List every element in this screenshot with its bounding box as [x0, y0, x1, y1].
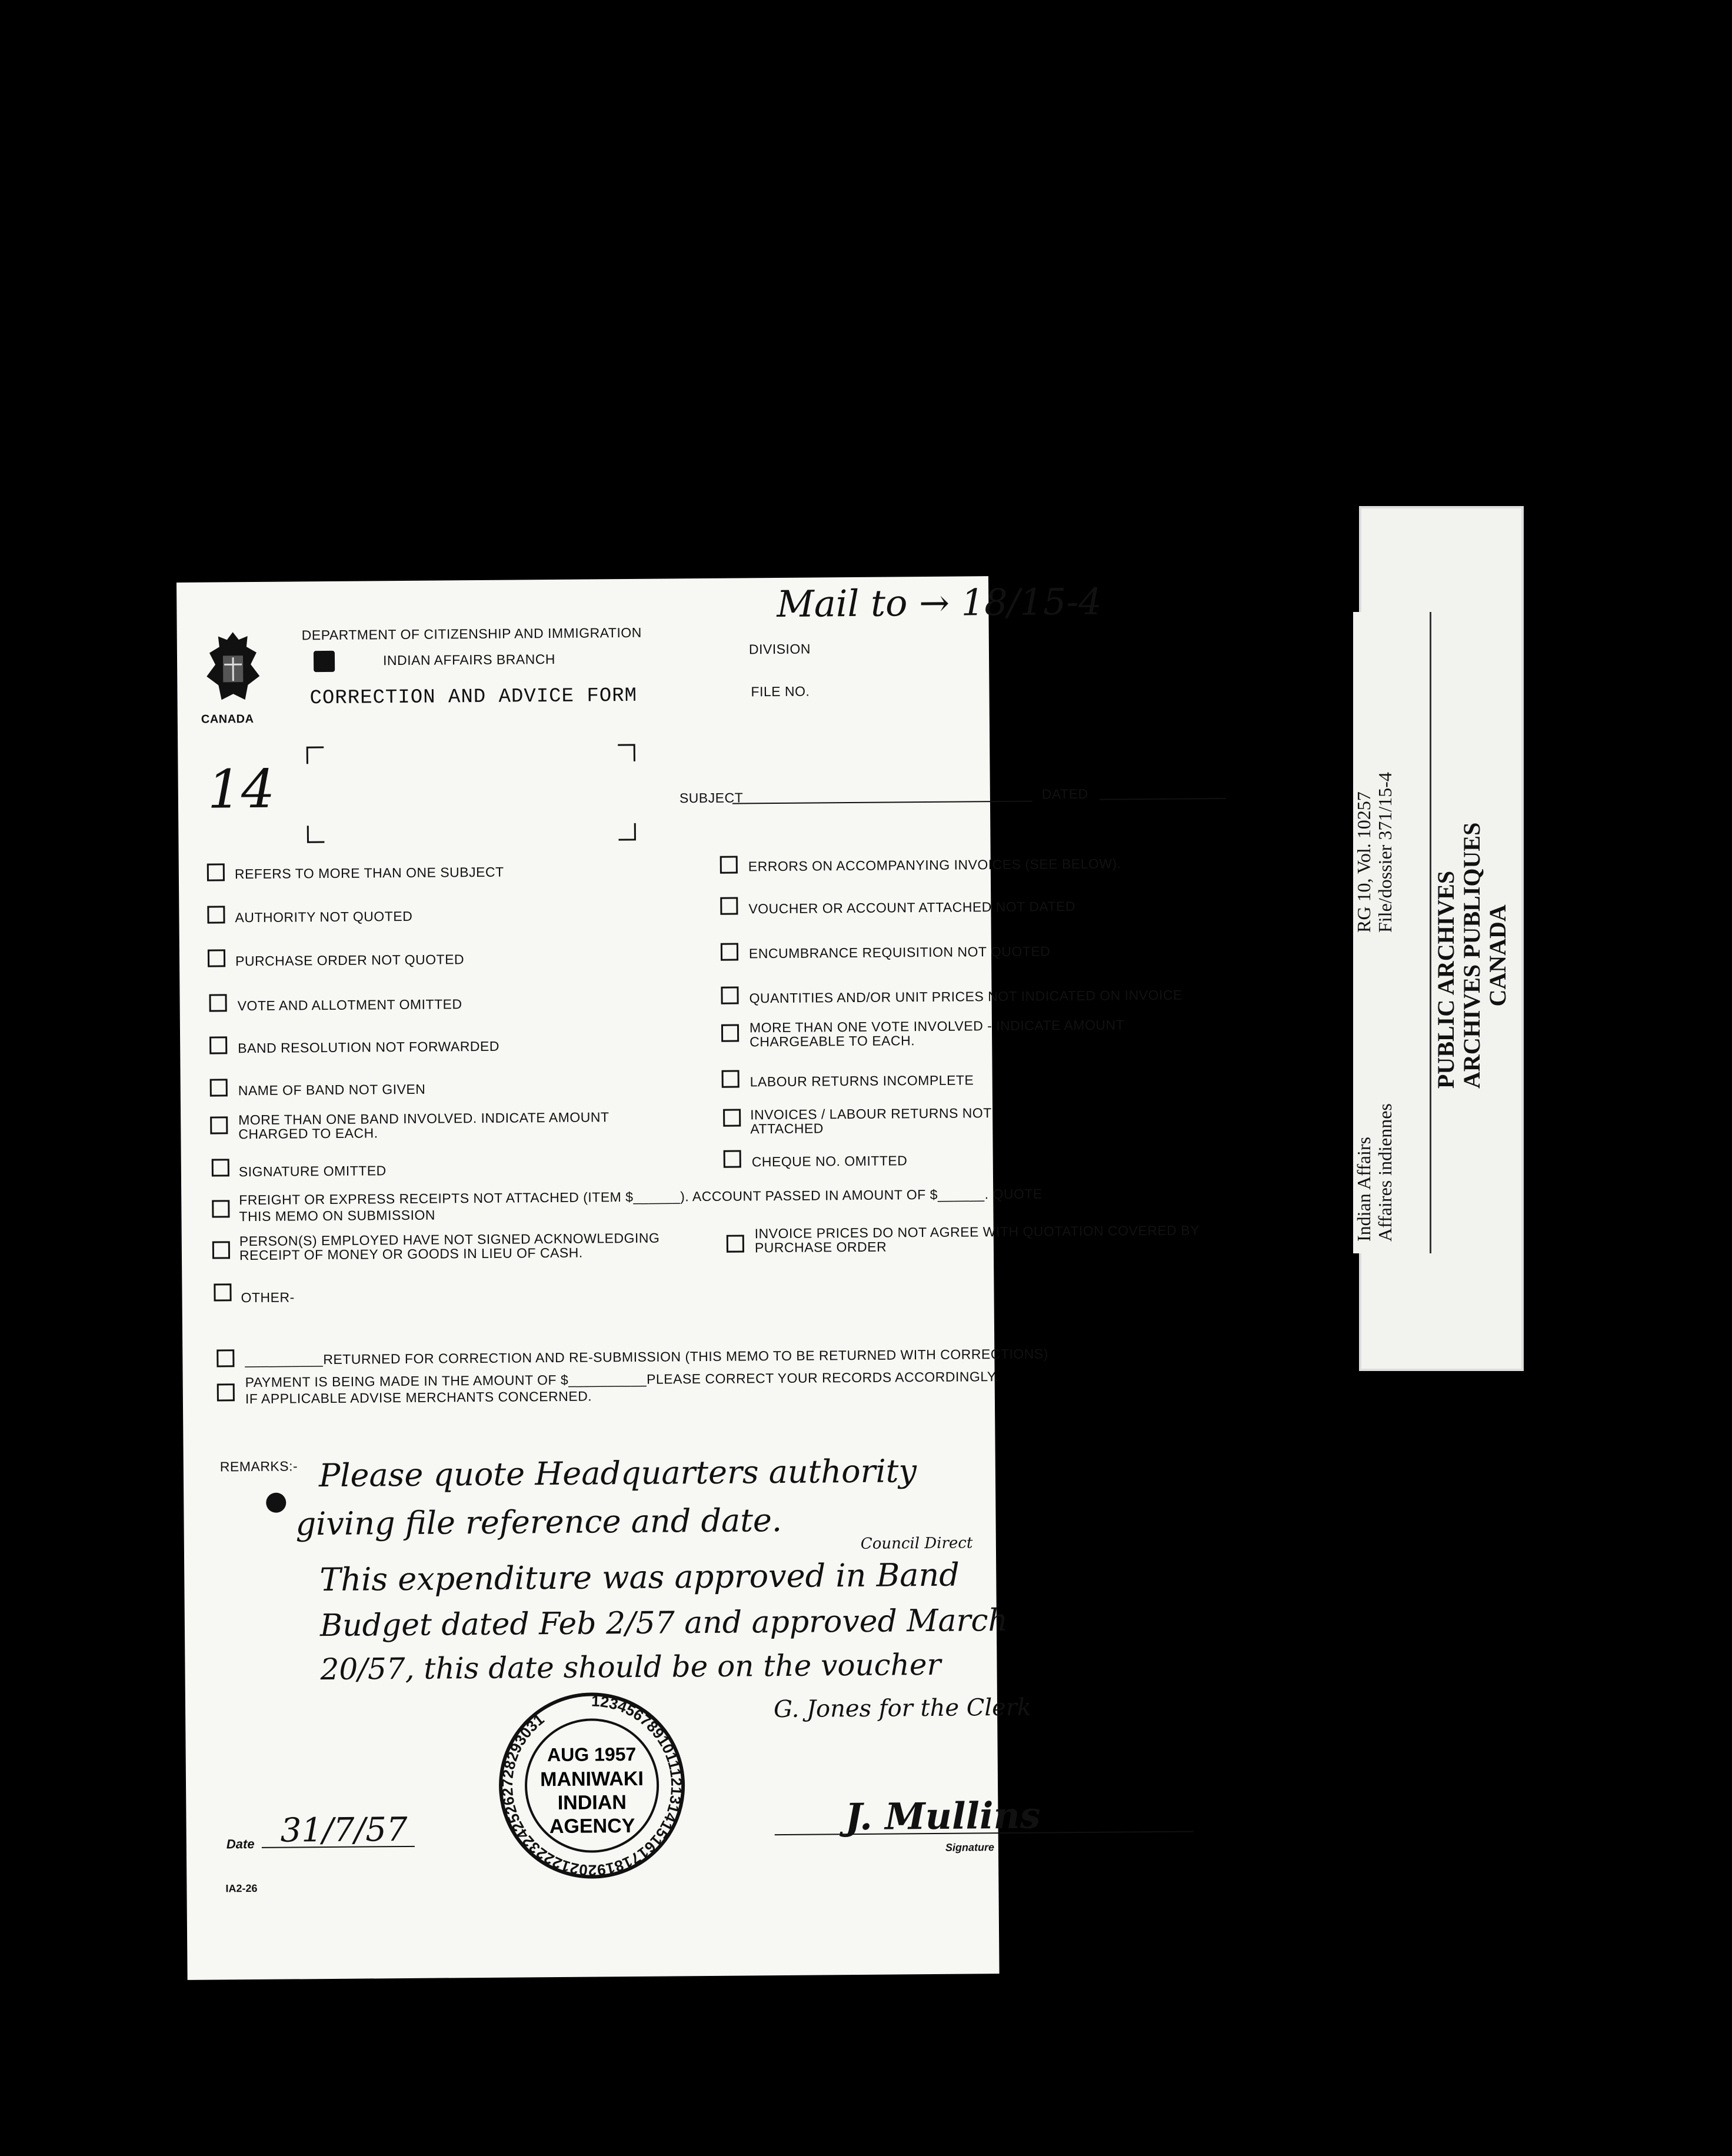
- punch-hole: [266, 1493, 286, 1513]
- checkbox-name-of-band[interactable]: [210, 1079, 228, 1096]
- payment-text: PAYMENT IS BEING MADE IN THE AMOUNT OF $__________PLEASE CORRECT YOUR RECORDS ACCORDINGLY. IF APPLICABLE ADVISE MERCHANTS CONCERNED.: [245, 1369, 999, 1407]
- dated-line[interactable]: [1100, 798, 1226, 800]
- coat-of-arms-icon: [201, 629, 266, 706]
- other-label: OTHER-: [241, 1289, 295, 1306]
- archives-line-1: PUBLIC ARCHIVES: [1433, 870, 1459, 1089]
- checkbox-more-than-one-band[interactable]: [210, 1116, 228, 1134]
- freight-text: FREIGHT OR EXPRESS RECEIPTS NOT ATTACHED (ITEM $______). ACCOUNT PASSED IN AMOUNT OF $______. QUOTE THIS MEMO ON SUBMISSION: [239, 1186, 1042, 1225]
- option-label: BAND RESOLUTION NOT FORWARDED: [238, 1038, 500, 1056]
- date-value: 31/7/57: [280, 1810, 408, 1850]
- checkbox-voucher-not-dated[interactable]: [720, 897, 738, 915]
- checkbox-invoice-prices[interactable]: [727, 1235, 744, 1252]
- archives-heading: [1433, 823, 1511, 1089]
- option-label: VOTE AND ALLOTMENT OMITTED: [237, 996, 462, 1014]
- checkbox-signature-omitted[interactable]: [212, 1159, 229, 1176]
- invoice-prices-text: INVOICE PRICES DO NOT AGREE WITH QUOTATION COVERED BY PURCHASE ORDER: [754, 1222, 1200, 1256]
- option-label: REFERS TO MORE THAN ONE SUBJECT: [234, 864, 504, 882]
- remark-line-4: Budget dated Feb 2/57 and approved March: [319, 1602, 1008, 1644]
- date-label: Date: [226, 1836, 255, 1852]
- option-label: SIGNATURE OMITTED: [238, 1163, 387, 1180]
- remark-line-1: Please quote Headquarters authority: [318, 1452, 917, 1495]
- checkbox-refers-more-subject[interactable]: [207, 863, 225, 881]
- returned-text: __________RETURNED FOR CORRECTION AND RE-SUBMISSION (THIS MEMO TO BE RETURNED WITH CORRECTIONS): [245, 1346, 1048, 1368]
- address-window: [306, 744, 636, 843]
- checkbox-quantities[interactable]: [721, 987, 738, 1004]
- remarks-label: REMARKS:-: [219, 1458, 298, 1475]
- remark-line-5: 20/57, this date should be on the voucher: [320, 1647, 941, 1687]
- option-label: QUANTITIES AND/OR UNIT PRICES NOT INDICATED ON INVOICE: [749, 987, 1183, 1006]
- option-label: ERRORS ON ACCOMPANYING INVOICES (SEE BELOW).: [748, 856, 1121, 874]
- remark-signature: G. Jones for the Clerk: [773, 1693, 1032, 1724]
- option-label: MORE THAN ONE VOTE INVOLVED - INDICATE AMOUNT CHARGEABLE TO EACH.: [749, 1017, 1124, 1050]
- handwritten-margin-number: 14: [207, 758, 275, 821]
- option-label: PURCHASE ORDER NOT QUOTED: [235, 951, 465, 969]
- archives-dept-2: Affaires indiennes: [1374, 1103, 1395, 1242]
- signature-value: J. Mullins: [845, 1794, 1041, 1839]
- remark-line-3-insert: Council Direct: [860, 1534, 973, 1553]
- checkbox-errors-invoices[interactable]: [720, 856, 738, 874]
- stamp-line-2: INDIAN: [557, 1791, 627, 1814]
- file-no-label: FILE NO.: [751, 683, 810, 700]
- form-code: IA2-26: [225, 1882, 258, 1895]
- archives-line-2: ARCHIVES PUBLIQUES: [1458, 822, 1485, 1089]
- archives-ref-2: File/dossier 371/15-4: [1374, 772, 1395, 933]
- checkbox-authority-not-quoted[interactable]: [207, 906, 225, 923]
- stamp-line-1: MANIWAKI: [540, 1767, 644, 1791]
- stamp-date: AUG 1957: [547, 1743, 637, 1766]
- canada-label: CANADA: [201, 712, 254, 726]
- checkbox-vote-allotment[interactable]: [209, 994, 227, 1012]
- checkbox-invoices-not-attached[interactable]: [723, 1109, 741, 1126]
- stamp-line-3: AGENCY: [549, 1814, 635, 1838]
- checkbox-other[interactable]: [214, 1283, 231, 1301]
- subject-label: SUBJECT: [679, 790, 744, 806]
- form-title: CORRECTION AND ADVICE FORM: [309, 684, 638, 710]
- checkbox-labour-returns[interactable]: [722, 1070, 740, 1088]
- option-label: LABOUR RETURNS INCOMPLETE: [750, 1072, 974, 1090]
- redaction-mark: [314, 651, 335, 672]
- checkbox-encumbrance[interactable]: [721, 943, 738, 961]
- stamp-ring-numbers: 12345678910111213141516171819202122232425262728293031: [498, 1692, 686, 1879]
- division-label: DIVISION: [748, 641, 811, 657]
- option-label: INVOICES / LABOUR RETURNS NOT ATTACHED: [750, 1105, 992, 1137]
- archives-department: [1353, 1103, 1395, 1242]
- option-label: MORE THAN ONE BAND INVOLVED. INDICATE AMOUNT CHARGED TO EACH.: [238, 1109, 609, 1142]
- subject-line[interactable]: [732, 801, 1032, 804]
- checkbox-cheque-omitted[interactable]: [724, 1150, 741, 1167]
- archives-reference: [1353, 772, 1395, 933]
- checkbox-payment[interactable]: [217, 1383, 235, 1401]
- department-heading: DEPARTMENT OF CITIZENSHIP AND IMMIGRATION: [301, 624, 642, 643]
- branch-heading: INDIAN AFFAIRS BRANCH: [382, 651, 556, 668]
- dated-label: DATED: [1041, 786, 1088, 802]
- persons-text: PERSON(S) EMPLOYED HAVE NOT SIGNED ACKNOWLEDGING RECEIPT OF MONEY OR GOODS IN LIEU OF CASH.: [239, 1230, 660, 1263]
- agency-stamp: [491, 1685, 693, 1886]
- checkbox-persons-employed[interactable]: [212, 1241, 230, 1259]
- checkbox-band-resolution[interactable]: [209, 1036, 227, 1054]
- form-sheet: [176, 576, 1200, 1980]
- checkbox-more-than-one-vote[interactable]: [721, 1024, 739, 1042]
- option-label: CHEQUE NO. OMITTED: [751, 1153, 908, 1170]
- option-label: NAME OF BAND NOT GIVEN: [238, 1081, 426, 1099]
- option-label: AUTHORITY NOT QUOTED: [235, 908, 413, 926]
- archives-dept-1: Indian Affairs: [1353, 1136, 1374, 1242]
- handwritten-mail-to: Mail to → 18/15-4: [777, 580, 1103, 625]
- archives-line-3: CANADA: [1484, 904, 1511, 1007]
- checkbox-freight-receipts[interactable]: [212, 1200, 229, 1217]
- option-label: ENCUMBRANCE REQUISITION NOT QUOTED: [748, 943, 1051, 961]
- remark-line-3: This expenditure was approved in Band: [319, 1556, 960, 1599]
- archives-ref-1: RG 10, Vol. 10257: [1353, 791, 1374, 933]
- signature-label: Signature: [945, 1841, 995, 1854]
- checkbox-returned[interactable]: [216, 1349, 234, 1367]
- option-label: VOUCHER OR ACCOUNT ATTACHED NOT DATED: [748, 899, 1076, 917]
- checkbox-purchase-order[interactable]: [208, 949, 225, 967]
- remark-line-2: giving file reference and date.: [295, 1501, 782, 1543]
